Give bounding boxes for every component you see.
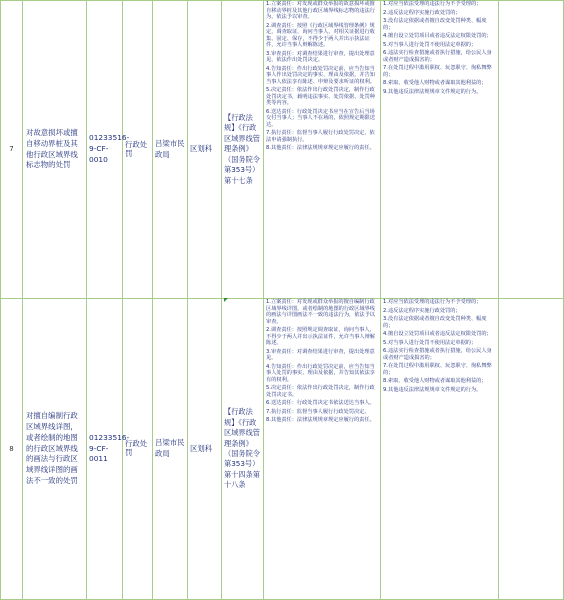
accountability-item: 5.对当事人进行处罚不使用法定单据的； bbox=[383, 339, 477, 346]
accountability-item: 7.在处罚过程中滥用职权、玩忽职守、徇私舞弊的； bbox=[383, 363, 492, 376]
empty-cell bbox=[499, 299, 564, 600]
responsibility-item: 2.调查责任：按照规定调查取证，询问当事人，不得少于两人并出示执法证件，允许当事人辩解陈述。 bbox=[266, 327, 375, 346]
item-name: 对擅自编制行政区域界线详图，或者绘制的地图的行政区域界线的画法与行政区域界线详图的画法不一致的处罚 bbox=[23, 299, 87, 600]
item-code: 01233516-9-CF-0011 bbox=[87, 299, 123, 600]
responsibility-item: 1.立案责任：对发现或群众举报的擅自编制行政区域界线详图，或者绘制的地图的行政区域界线的画法与详图画法不一致的违法行为，依法予以审查。 bbox=[266, 299, 375, 325]
responsibility-item: 5.决定责任：依法作出行政处罚决定，制作行政处罚决定书。 bbox=[266, 385, 375, 398]
accountability-item: 6.违法实行检查措施或者执行措施，给公民人身或者财产造成损害的； bbox=[383, 348, 492, 361]
responsibility-item: 6.送达责任：行政处罚决定书依法送达当事人。 bbox=[266, 400, 375, 406]
accountability-cell bbox=[381, 299, 499, 600]
row-number: 8 bbox=[1, 299, 23, 600]
accountability-item: 4.擅自设立处罚项目或者违反法定权限处罚的； bbox=[383, 331, 492, 337]
cell-comment-marker bbox=[224, 298, 228, 302]
accountability-item: 6.违法实行检查措施或者执行措施，给公民人身或者财产造成损害的； bbox=[383, 50, 492, 63]
accountability-item: 4.擅自设立处罚项目或者违反法定权限处罚的； bbox=[383, 33, 492, 39]
legal-basis: 【行政法规】《行政区域界线管理条例》（国务院令第353号）第十四条第十八条 bbox=[222, 299, 264, 600]
responsibility-item: 2.调查责任：按照《行政区域界线管理条例》规定，调查取证，询问当事人，对相关证据进行收集、固定、保存，不得少于两人并出示执法证件，允许当事人辩解陈述。 bbox=[266, 22, 375, 48]
accountability-item: 9.其他违反法律法规规章文件规定的行为。 bbox=[383, 386, 482, 393]
legal-basis: 【行政法规】《行政区域界线管理条例》（国务院令第353号）第十七条 bbox=[222, 1, 264, 299]
accountability-item: 3.没有法定依据或者擅自改变处罚种类、幅度的； bbox=[383, 18, 487, 31]
responsibility-item: 8.其他责任：法律法规规章规定应履行的责任。 bbox=[266, 145, 375, 151]
accountability-item: 8.索取、收受他人财物或者谋取其他利益的； bbox=[383, 378, 487, 384]
responsibility-item: 5.决定责任：依法作出行政处罚决定，制作行政处罚决定书，载明违法事实、处罚依据、处罚种类等内容。 bbox=[266, 87, 375, 106]
item-name: 对故意损坏或擅自移动界桩及其他行政区域界线标志物的处罚 bbox=[23, 1, 87, 299]
department: 吕梁市民政局 bbox=[153, 299, 188, 600]
item-type: 行政处罚 bbox=[123, 299, 153, 600]
accountability-item: 9.其他违反法律法规规章文件规定的行为。 bbox=[383, 88, 482, 95]
item-type: 行政处罚 bbox=[123, 1, 153, 299]
accountability-item: 3.没有法定依据或者擅自改变处罚种类、幅度的； bbox=[383, 316, 487, 329]
responsibility-item: 6.送达责任：行政处罚决定书应当在宣告后当场交付当事人；当事人不在场的，依照规定期限送达。 bbox=[266, 108, 375, 128]
accountability-item: 7.在处罚过程中滥用职权、玩忽职守、徇私舞弊的； bbox=[383, 65, 492, 78]
item-code: 01233516-9-CF-0010 bbox=[87, 1, 123, 299]
accountability-item: 8.索取、收受他人财物或者谋取其他利益的； bbox=[383, 80, 487, 86]
responsibility-item: 3.审查责任：对调查结果进行审查，提出处理意见，依法作出处罚决定。 bbox=[266, 50, 375, 63]
accountability-item: 2.违反法定程序实施行政处罚的； bbox=[383, 307, 461, 314]
accountability-item: 1.对应当依法受理的违法行为不予受理的； bbox=[383, 299, 482, 305]
responsibility-item: 8.其他责任：法律法规规章规定应履行的责任。 bbox=[266, 417, 375, 423]
division: 区划科 bbox=[188, 299, 222, 600]
empty-cell bbox=[499, 1, 564, 299]
responsibility-cell bbox=[264, 299, 381, 600]
accountability-cell bbox=[381, 1, 499, 299]
accountability-item: 1.对应当依法受理的违法行为不予受理的； bbox=[383, 1, 482, 7]
responsibility-item: 3.审查责任：对调查结果进行审查，提出处理意见。 bbox=[266, 348, 375, 361]
table-row bbox=[1, 1, 564, 299]
accountability-item: 2.违反法定程序实施行政处罚的； bbox=[383, 9, 461, 16]
department: 吕梁市民政局 bbox=[153, 1, 188, 299]
row-number: 7 bbox=[1, 1, 23, 299]
responsibility-item: 7.执行责任：监督当事人履行行政处罚决定，依法申请强制执行。 bbox=[266, 130, 375, 143]
responsibility-item: 7.执行责任：监督当事人履行行政处罚决定。 bbox=[266, 408, 370, 415]
responsibility-item: 4.告知责任：作出行政处罚决定前，应当告知当事人作出处罚决定的事实、理由及依据，并告知当事人依法享有陈述、申辩及要求听证的权利。 bbox=[266, 65, 375, 85]
responsibility-item: 4.告知责任：作出行政处罚决定前，应当告知当事人处罚的事实、理由及依据，并告知其依法享有的权利。 bbox=[266, 363, 375, 383]
responsibility-item: 1.立案责任：对发现或群众举报的故意损坏或擅自移动界桩及其他行政区域界线标志物的违法行为，依法予以审查。 bbox=[266, 1, 375, 20]
table-row bbox=[1, 299, 564, 600]
division: 区划科 bbox=[188, 1, 222, 299]
responsibility-cell bbox=[264, 1, 381, 299]
accountability-item: 5.对当事人进行处罚不使用法定单据的； bbox=[383, 41, 477, 48]
